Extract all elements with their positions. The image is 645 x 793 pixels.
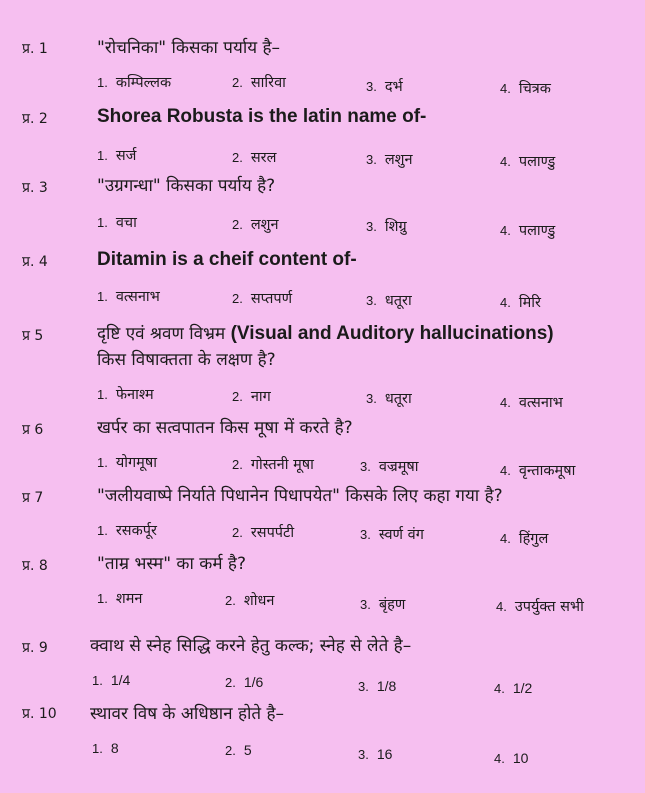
option-1: 1. शमन <box>97 591 143 607</box>
option-2: 2. लशुन <box>232 217 279 233</box>
option-3: 3. दर्भ <box>366 79 403 95</box>
option-4: 4. 1/2 <box>494 680 533 696</box>
question-text <box>97 320 632 348</box>
option-3: 3. धतूरा <box>366 391 412 407</box>
question-text: खर्पर का सत्वपातन किस मूषा में करते है? <box>97 418 353 438</box>
option-3: 3. लशुन <box>366 152 413 168</box>
question-number: प्र. 8 <box>22 558 48 574</box>
question-number: प्र 7 <box>22 490 44 506</box>
option-4: 4. हिंगुल <box>500 531 549 547</box>
option-3: 3. वज्रमूषा <box>360 459 419 475</box>
option-3: 3. 1/8 <box>358 678 397 694</box>
option-1: 1. 8 <box>92 740 119 756</box>
option-2: 2. शोधन <box>225 593 275 609</box>
option-1: 1. योगमूषा <box>97 455 157 471</box>
option-4: 4. उपर्युक्त सभी <box>496 599 584 615</box>
question-text: Ditamin is a cheif content of- <box>97 249 357 270</box>
option-2: 2. 5 <box>225 742 252 758</box>
question-number: प्र. 1 <box>22 41 48 57</box>
option-3: 3. धतूरा <box>366 293 412 309</box>
option-2: 2. रसपर्पटी <box>232 525 295 541</box>
question-number: प्र. 10 <box>22 706 57 722</box>
option-2: 2. सप्तपर्ण <box>232 291 293 307</box>
question-text: "जलीयवाष्पे निर्याते पिधानेन पिधापयेत" किसके लिए कहा गया है? <box>97 486 503 506</box>
option-1: 1. वचा <box>97 215 137 231</box>
question-text: "रोचनिका" किसका पर्याय है– <box>97 38 281 58</box>
option-4: 4. वृन्ताकमूषा <box>500 463 576 479</box>
option-1: 1. रसकर्पूर <box>97 523 157 539</box>
question-number: प्र. 4 <box>22 254 48 270</box>
option-3: 3. स्वर्ण वंग <box>360 527 424 543</box>
option-2: 2. 1/6 <box>225 674 264 690</box>
option-2: 2. नाग <box>232 389 271 405</box>
question-number: प्र. 9 <box>22 640 48 656</box>
question-text-english: (Visual and Auditory hallucinations) <box>230 323 554 344</box>
option-2: 2. सरल <box>232 150 277 166</box>
question-number: प्र. 3 <box>22 180 48 196</box>
question-text-hindi: दृष्टि एवं श्रवण विभ्रम <box>97 324 226 344</box>
option-2: 2. गोस्तनी मूषा <box>232 457 314 473</box>
option-4: 4. मिरि <box>500 295 541 311</box>
question-text: "उग्रगन्धा" किसका पर्याय है? <box>97 176 276 196</box>
question-text: Shorea Robusta is the latin name of- <box>97 106 427 127</box>
question-number: प्र 6 <box>22 422 44 438</box>
option-4: 4. चित्रक <box>500 81 551 97</box>
option-1: 1. 1/4 <box>92 672 131 688</box>
option-3: 3. 16 <box>358 746 393 762</box>
option-1: 1. फेनाश्म <box>97 387 154 403</box>
option-1: 1. कम्पिल्लक <box>97 75 172 91</box>
option-1: 1. सर्ज <box>97 148 137 164</box>
question-text: "ताम्र भस्म" का कर्म है? <box>97 554 246 574</box>
question-text: क्वाथ से स्नेह सिद्धि करने हेतु कल्क; स्नेह से लेते है– <box>90 636 412 656</box>
option-3: 3. बृंहण <box>360 597 406 613</box>
question-number: प्र. 2 <box>22 111 48 127</box>
option-4: 4. वत्सनाभ <box>500 395 563 411</box>
option-4: 4. पलाण्डु <box>500 154 556 170</box>
option-2: 2. सारिवा <box>232 75 286 91</box>
option-4: 4. पलाण्डु <box>500 223 556 239</box>
question-text-line2: किस विषाक्तता के लक्षण है? <box>97 350 276 370</box>
option-1: 1. वत्सनाभ <box>97 289 160 305</box>
question-number: प्र 5 <box>22 328 44 344</box>
option-3: 3. शिग्रु <box>366 219 407 235</box>
question-text: स्थावर विष के अधिष्ठान होते है– <box>90 704 285 724</box>
option-4: 4. 10 <box>494 750 529 766</box>
